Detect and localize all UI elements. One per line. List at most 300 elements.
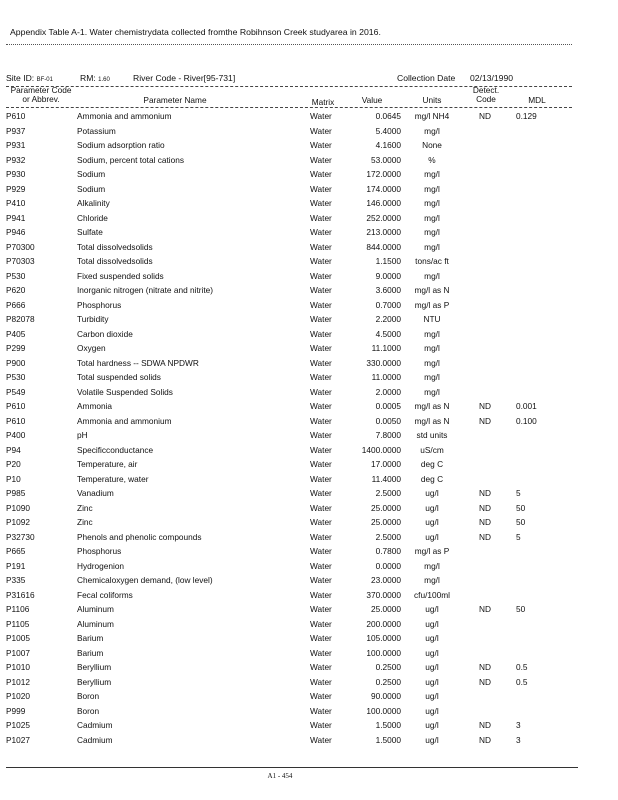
param-code-cell: P929	[6, 183, 26, 194]
mdl-cell: 0.5	[516, 676, 528, 687]
param-name-cell: Sodium	[77, 183, 106, 194]
matrix-cell: Water	[310, 401, 332, 411]
mdl-cell: 5	[516, 531, 521, 542]
matrix-cell: Water	[310, 488, 332, 498]
mdl-cell: 5	[516, 488, 521, 498]
matrix-cell: Water	[310, 111, 332, 121]
table-row	[0, 719, 618, 734]
table-row	[0, 487, 618, 502]
param-code-cell: P1005	[6, 633, 30, 643]
matrix-cell: Water	[310, 662, 332, 672]
mdl-cell: 0.5	[516, 662, 528, 672]
units-cell: mg/l	[424, 241, 440, 252]
col-header-param-name: Parameter Name	[143, 95, 207, 105]
detect-code-cell: ND	[479, 604, 491, 614]
param-name-cell: Phosphorus	[77, 546, 122, 556]
units-cell: ug/l	[425, 502, 439, 513]
matrix-cell: Water	[310, 720, 332, 730]
matrix-cell: Water	[310, 198, 332, 208]
units-cell: ug/l	[425, 705, 439, 716]
units-cell: tons/ac ft	[415, 256, 449, 266]
table-row	[0, 313, 618, 328]
value-cell: 105.0000	[366, 633, 401, 643]
col-header-detect-code: Detect. Code	[472, 85, 500, 104]
param-code-cell: P410	[6, 198, 26, 208]
matrix-cell: Water	[310, 357, 332, 368]
matrix-cell: Water	[310, 589, 332, 600]
param-name-cell: Carbon dioxide	[77, 328, 133, 339]
table-row	[0, 647, 618, 662]
param-name-cell: Chloride	[77, 212, 108, 223]
param-name-cell: pH	[77, 430, 88, 440]
detect-code-cell: ND	[479, 111, 491, 121]
table-row	[0, 690, 618, 705]
units-cell: mg/l as N	[414, 401, 450, 411]
units-cell: mg/l as P	[414, 546, 450, 556]
table-row	[0, 574, 618, 589]
matrix-cell: Water	[310, 531, 332, 542]
param-code-cell: P70303	[6, 256, 35, 266]
param-code-cell: P941	[6, 212, 26, 223]
units-cell: mg/l as N	[414, 415, 450, 426]
value-cell: 0.0000	[375, 560, 401, 571]
matrix-cell: Water	[310, 241, 332, 252]
param-name-cell: Ammonia	[77, 401, 113, 411]
param-name-cell: Total suspended solids	[77, 372, 161, 382]
matrix-cell: Water	[310, 459, 332, 469]
param-code-cell: P665	[6, 546, 26, 556]
param-code-cell: P900	[6, 357, 26, 368]
value-cell: 25.0000	[371, 517, 401, 527]
value-cell: 25.0000	[371, 502, 401, 513]
site-id	[6, 73, 53, 83]
value-cell: 4.5000	[375, 328, 401, 339]
param-code-cell: P20	[6, 459, 21, 469]
value-cell: 0.0050	[375, 415, 401, 426]
param-code-cell: P530	[6, 372, 26, 382]
param-code-cell: P1092	[6, 517, 30, 527]
matrix-cell: Water	[310, 604, 332, 614]
title-divider	[6, 44, 572, 45]
value-cell: 1.5000	[375, 720, 401, 730]
collection-date-label: Collection Date	[397, 73, 456, 83]
param-name-cell: Oxygen	[77, 343, 106, 353]
detect-code-cell: ND	[479, 531, 491, 542]
collection-date-value: 02/13/1990	[470, 73, 514, 83]
table-row	[0, 284, 618, 299]
matrix-cell: Water	[310, 270, 332, 281]
value-cell: 11.4000	[371, 473, 401, 484]
table-row	[0, 342, 618, 357]
table-row	[0, 661, 618, 676]
matrix-cell: Water	[310, 314, 332, 324]
table-row	[0, 545, 618, 560]
units-cell: mg/l	[424, 198, 440, 208]
detect-code-cell: ND	[479, 415, 491, 426]
mdl-cell: 50	[516, 517, 526, 527]
param-name-cell: Zinc	[77, 517, 93, 527]
matrix-cell: Water	[310, 285, 332, 295]
matrix-cell: Water	[310, 125, 332, 136]
units-cell: None	[422, 140, 442, 150]
matrix-cell: Water	[310, 575, 332, 585]
value-cell: 2.2000	[375, 314, 401, 324]
col-header-units: Units	[422, 95, 442, 105]
detect-code-cell: ND	[479, 720, 491, 730]
matrix-cell: Water	[310, 444, 332, 455]
param-name-cell: Sodium adsorption ratio	[77, 140, 165, 150]
site-id-label: Site ID:	[6, 73, 35, 83]
table-row	[0, 603, 618, 618]
matrix-cell: Water	[310, 430, 332, 440]
value-cell: 7.8000	[375, 430, 401, 440]
param-name-cell: Chemicaloxygen demand, (low level)	[77, 575, 213, 585]
table-row	[0, 197, 618, 212]
detect-code-cell: ND	[479, 502, 491, 513]
table-row	[0, 299, 618, 314]
param-name-cell: Beryllium	[77, 676, 112, 687]
param-name-cell: Barium	[77, 633, 104, 643]
units-cell: mg/l NH4	[414, 111, 450, 121]
units-cell: mg/l	[424, 169, 440, 179]
table-row	[0, 255, 618, 270]
matrix-cell: Water	[310, 502, 332, 513]
units-cell: mg/l	[424, 328, 440, 339]
matrix-cell: Water	[310, 343, 332, 353]
param-name-cell: Barium	[77, 647, 104, 658]
matrix-cell: Water	[310, 415, 332, 426]
matrix-cell: Water	[310, 647, 332, 658]
value-cell: 0.7000	[375, 299, 401, 310]
matrix-cell: Water	[310, 372, 332, 382]
matrix-cell: Water	[310, 546, 332, 556]
value-cell: 252.0000	[366, 212, 401, 223]
table-row	[0, 676, 618, 691]
param-code-cell: P946	[6, 227, 26, 237]
table-row	[0, 226, 618, 241]
param-code-cell: P405	[6, 328, 26, 339]
param-name-cell: Cadmium	[77, 734, 113, 745]
param-name-cell: Temperature, water	[77, 473, 149, 484]
matrix-cell: Water	[310, 154, 332, 165]
value-cell: 2.0000	[375, 386, 401, 397]
value-cell: 1.5000	[375, 734, 401, 745]
param-name-cell: Phosphorus	[77, 299, 122, 310]
units-cell: deg C	[420, 459, 444, 469]
table-row	[0, 589, 618, 604]
units-cell: mg/l	[424, 343, 440, 353]
table-row	[0, 560, 618, 575]
detect-code-cell: ND	[479, 401, 491, 411]
param-name-cell: Phenols and phenolic compounds	[77, 531, 202, 542]
units-cell: uS/cm	[420, 444, 444, 455]
table-row	[0, 502, 618, 517]
units-cell: ug/l	[425, 517, 439, 527]
mdl-cell: 50	[516, 604, 526, 614]
mdl-cell: 0.100	[516, 415, 537, 426]
param-name-cell: Fixed suspended solids	[77, 270, 164, 281]
param-code-cell: P400	[6, 430, 26, 440]
param-code-cell: P549	[6, 386, 26, 397]
units-cell: mg/l	[424, 386, 440, 397]
mdl-cell: 3	[516, 734, 521, 745]
value-cell: 0.0005	[375, 401, 401, 411]
matrix-cell: Water	[310, 517, 332, 527]
matrix-cell: Water	[310, 473, 332, 484]
param-code-cell: P610	[6, 401, 26, 411]
table-row	[0, 618, 618, 633]
param-code-cell: P620	[6, 285, 26, 295]
param-name-cell: Potassium	[77, 125, 116, 136]
table-row	[0, 458, 618, 473]
param-code-cell: P10	[6, 473, 21, 484]
value-cell: 2.5000	[375, 488, 401, 498]
mdl-cell: 0.129	[516, 111, 537, 121]
units-cell: mg/l	[424, 560, 440, 571]
param-code-cell: P70300	[6, 241, 35, 252]
param-name-cell: Boron	[77, 691, 100, 701]
table-row	[0, 154, 618, 169]
units-cell: ug/l	[425, 720, 439, 730]
value-cell: 9.0000	[375, 270, 401, 281]
units-cell: ug/l	[425, 618, 439, 629]
data-table	[0, 110, 618, 748]
matrix-cell: Water	[310, 705, 332, 716]
matrix-cell: Water	[310, 227, 332, 237]
param-code-cell: P32730	[6, 531, 35, 542]
param-name-cell: Hydrogenion	[77, 560, 125, 571]
param-code-cell: P930	[6, 169, 26, 179]
param-name-cell: Sodium	[77, 169, 106, 179]
param-name-cell: Beryllium	[77, 662, 112, 672]
units-cell: ug/l	[425, 662, 439, 672]
table-row	[0, 705, 618, 720]
value-cell: 11.0000	[371, 372, 401, 382]
param-name-cell: Total hardness -- SDWA NPDWR	[77, 357, 199, 368]
matrix-cell: Water	[310, 183, 332, 194]
param-code-cell: P530	[6, 270, 26, 281]
units-cell: std units	[416, 430, 448, 440]
matrix-cell: Water	[310, 256, 332, 266]
param-name-cell: Ammonia and ammonium	[77, 415, 172, 426]
value-cell: 2.5000	[375, 531, 401, 542]
detect-code-cell: ND	[479, 488, 491, 498]
param-name-cell: Aluminum	[77, 618, 114, 629]
matrix-cell: Water	[310, 328, 332, 339]
river-mile-label: RM:	[80, 73, 96, 83]
detect-code-cell: ND	[479, 662, 491, 672]
param-code-cell: P335	[6, 575, 26, 585]
units-cell: mg/l as N	[414, 285, 450, 295]
table-row	[0, 168, 618, 183]
table-row	[0, 734, 618, 749]
units-cell: mg/l	[424, 357, 440, 368]
param-code-cell: P31616	[6, 589, 35, 600]
detect-code-cell: ND	[479, 517, 491, 527]
matrix-cell: Water	[310, 212, 332, 223]
param-name-cell: Total dissolvedsolids	[77, 241, 153, 252]
table-row	[0, 632, 618, 647]
param-code-cell: P931	[6, 140, 26, 150]
param-code-cell: P82078	[6, 314, 35, 324]
table-row	[0, 371, 618, 386]
table-row	[0, 328, 618, 343]
matrix-cell: Water	[310, 691, 332, 701]
detect-code-cell: ND	[479, 734, 491, 745]
river-mile	[80, 73, 110, 83]
table-row	[0, 444, 618, 459]
units-cell: ug/l	[425, 488, 439, 498]
units-cell: NTU	[423, 314, 441, 324]
units-cell: mg/l as P	[414, 299, 450, 310]
table-row	[0, 357, 618, 372]
matrix-cell: Water	[310, 633, 332, 643]
matrix-cell: Water	[310, 618, 332, 629]
param-code-cell: P1010	[6, 662, 30, 672]
units-cell: mg/l	[424, 212, 440, 223]
param-name-cell: Aluminum	[77, 604, 114, 614]
value-cell: 0.2500	[375, 676, 401, 687]
param-name-cell: Sodium, percent total cations	[77, 154, 184, 165]
value-cell: 0.7800	[375, 546, 401, 556]
param-name-cell: Sulfate	[77, 227, 103, 237]
param-code-cell: P1007	[6, 647, 30, 658]
param-name-cell: Ammonia and ammonium	[77, 111, 172, 121]
units-cell: ug/l	[425, 691, 439, 701]
value-cell: 5.4000	[375, 125, 401, 136]
param-code-cell: P610	[6, 111, 26, 121]
param-code-cell: P1012	[6, 676, 30, 687]
param-code-cell: P610	[6, 415, 26, 426]
value-cell: 25.0000	[371, 604, 401, 614]
units-cell: ug/l	[425, 604, 439, 614]
value-cell: 200.0000	[366, 618, 401, 629]
col-header-value: Value	[361, 95, 383, 105]
table-row	[0, 415, 618, 430]
table-row	[0, 429, 618, 444]
table-row	[0, 241, 618, 256]
value-cell: 330.0000	[366, 357, 401, 368]
matrix-cell: Water	[310, 140, 332, 150]
param-name-cell: Zinc	[77, 502, 93, 513]
value-cell: 17.0000	[371, 459, 401, 469]
value-cell: 53.0000	[371, 154, 401, 165]
param-name-cell: Vanadium	[77, 488, 114, 498]
matrix-cell: Water	[310, 299, 332, 310]
param-code-cell: P932	[6, 154, 26, 165]
value-cell: 172.0000	[366, 169, 401, 179]
value-cell: 174.0000	[366, 183, 401, 194]
param-code-cell: P1105	[6, 618, 30, 629]
param-code-cell: P937	[6, 125, 26, 136]
param-name-cell: Inorganic nitrogen (nitrate and nitrite)	[77, 285, 214, 295]
units-cell: mg/l	[424, 227, 440, 237]
units-cell: ug/l	[425, 531, 439, 542]
table-row	[0, 212, 618, 227]
units-cell: %	[428, 154, 436, 165]
param-code-cell: P999	[6, 705, 26, 716]
param-name-cell: Temperature, air	[77, 459, 138, 469]
value-cell: 1.1500	[375, 256, 401, 266]
param-code-cell: P985	[6, 488, 26, 498]
matrix-cell: Water	[310, 169, 332, 179]
table-row	[0, 125, 618, 140]
param-code-cell: P666	[6, 299, 26, 310]
detect-code-cell: ND	[479, 676, 491, 687]
value-cell: 1400.0000	[361, 444, 401, 455]
col-header-mdl: MDL	[528, 95, 546, 105]
param-code-cell: P1106	[6, 604, 30, 614]
param-code-cell: P1027	[6, 734, 30, 745]
col-header-matrix: Matrix	[311, 97, 335, 107]
table-row	[0, 531, 618, 546]
units-cell: mg/l	[424, 125, 440, 136]
page-number: A1 - 454	[267, 772, 293, 780]
table-row	[0, 473, 618, 488]
param-name-cell: Total dissolvedsolids	[77, 256, 153, 266]
header-bottom-rule	[6, 107, 572, 108]
param-code-cell: P1020	[6, 691, 30, 701]
units-cell: ug/l	[425, 676, 439, 687]
mdl-cell: 0.001	[516, 401, 537, 411]
param-name-cell: Boron	[77, 705, 100, 716]
value-cell: 4.1600	[375, 140, 401, 150]
param-name-cell: Alkalinity	[77, 198, 110, 208]
units-cell: mg/l	[424, 575, 440, 585]
units-cell: ug/l	[425, 633, 439, 643]
units-cell: cfu/100ml	[414, 589, 450, 600]
param-code-cell: P191	[6, 560, 26, 571]
mdl-cell: 3	[516, 720, 521, 730]
matrix-cell: Water	[310, 386, 332, 397]
river-mile-value: 1.60	[98, 77, 110, 83]
units-cell: mg/l	[424, 183, 440, 194]
table-row	[0, 183, 618, 198]
units-cell: ug/l	[425, 647, 439, 658]
table-row	[0, 400, 618, 415]
matrix-cell: Water	[310, 676, 332, 687]
units-cell: mg/l	[424, 270, 440, 281]
value-cell: 146.0000	[366, 198, 401, 208]
value-cell: 3.6000	[375, 285, 401, 295]
mdl-cell: 50	[516, 502, 526, 513]
param-name-cell: Cadmium	[77, 720, 113, 730]
table-row	[0, 110, 618, 125]
value-cell: 370.0000	[366, 589, 401, 600]
table-row	[0, 139, 618, 154]
units-cell: mg/l	[424, 372, 440, 382]
param-code-cell: P1090	[6, 502, 30, 513]
site-id-value: BF-01	[36, 77, 53, 83]
value-cell: 844.0000	[366, 241, 401, 252]
value-cell: 0.2500	[375, 662, 401, 672]
param-code-cell: P94	[6, 444, 21, 455]
param-name-cell: Fecal coliforms	[77, 589, 133, 600]
value-cell: 90.0000	[371, 691, 401, 701]
param-name-cell: Volatile Suspended Solids	[77, 386, 173, 397]
units-cell: deg C	[420, 473, 444, 484]
table-title: Appendix Table A-1. Water chemistrydata collected fromthe Robihnson Creek studyarea in 2016.	[10, 27, 381, 37]
footer-rule	[6, 767, 578, 768]
table-row	[0, 270, 618, 285]
col-header-param-code: Parameter Code or Abbrev.	[10, 85, 72, 104]
matrix-cell: Water	[310, 560, 332, 571]
param-name-cell: Specificconductance	[77, 444, 154, 455]
value-cell: 11.1000	[371, 343, 401, 353]
value-cell: 0.0645	[375, 111, 401, 121]
param-code-cell: P299	[6, 343, 26, 353]
table-row	[0, 516, 618, 531]
